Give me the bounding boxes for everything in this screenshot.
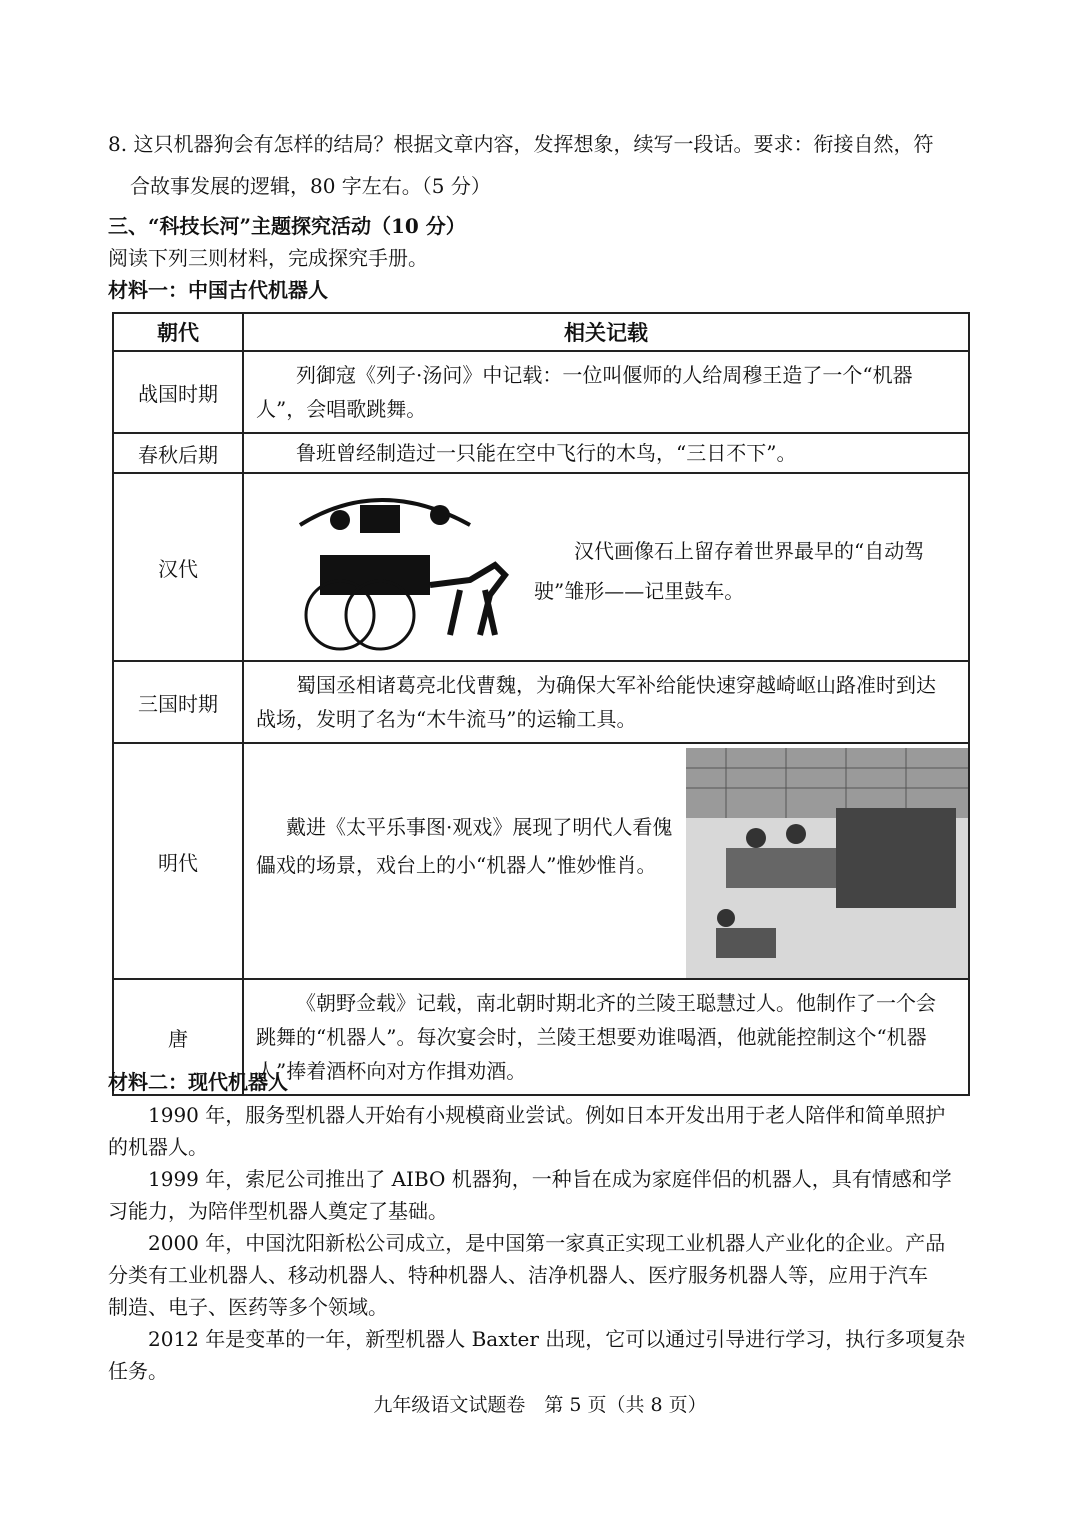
material-2-paragraph: 任务。 xyxy=(108,1359,168,1383)
row-record-text: 列御寇《列子·汤问》中记载：一位叫偃师的人给周穆王造了一个“机器人”，会唱歌跳舞。 xyxy=(256,363,913,421)
row-record-text: 《朝野佥载》记载，南北朝时期北齐的兰陵王聪慧过人。他制作了一个会跳舞的“机器人”。每次宴会时，兰陵王想要劝谁喝酒，他就能控制这个“机器人”捧着酒杯向对方作揖劝酒。 xyxy=(256,991,936,1083)
table-header-row xyxy=(113,313,969,351)
q8-line-2: 合故事发展的逻辑，80 字左右。（5 分） xyxy=(130,174,491,198)
ancient-robots-table xyxy=(112,312,970,1096)
row-record xyxy=(243,661,969,743)
ming-cell xyxy=(244,746,968,976)
section-instruction: 阅读下列三则材料，完成探究手册。 xyxy=(108,246,428,270)
puppet-show-painting-image xyxy=(686,748,968,978)
row-record xyxy=(243,433,969,473)
material-2-paragraph: 分类有工业机器人、移动机器人、特种机器人、洁净机器人、医疗服务机器人等，应用于汽车 xyxy=(108,1263,928,1287)
row-era: 汉代 xyxy=(113,473,243,661)
material-2-paragraph: 习能力，为陪伴型机器人奠定了基础。 xyxy=(108,1199,448,1223)
page-footer: 九年级语文试题卷 第 5 页（共 8 页） xyxy=(373,1394,707,1416)
q8-line-1: 8. 这只机器狗会有怎样的结局？根据文章内容，发挥想象，续写一段话。要求：衔接自然，符 xyxy=(108,132,934,156)
material-2-paragraph: 制造、电子、医药等多个领域。 xyxy=(108,1295,388,1319)
row-era: 明代 xyxy=(113,743,243,979)
table-row xyxy=(113,351,969,433)
row-record xyxy=(243,979,969,1095)
table-row xyxy=(113,743,969,979)
row-record xyxy=(243,473,969,661)
table-row xyxy=(113,661,969,743)
material-2-paragraph: 1990 年，服务型机器人开始有小规模商业尝试。例如日本开发出用于老人陪伴和简单照护 xyxy=(148,1103,946,1127)
material-2-paragraph: 2000 年，中国沈阳新松公司成立，是中国第一家真正实现工业机器人产业化的企业。产品 xyxy=(148,1231,946,1255)
row-record-text: 蜀国丞相诸葛亮北伐曹魏，为确保大军补给能快速穿越崎岖山路准时到达战场，发明了名为“木牛流马”的运输工具。 xyxy=(256,673,936,731)
row-era: 三国时期 xyxy=(113,661,243,743)
han-cell xyxy=(244,477,968,657)
row-record-text: 戴进《太平乐事图·观戏》展现了明代人看傀儡戏的场景，戏台上的小“机器人”惟妙惟肖。 xyxy=(256,815,673,877)
row-era: 战国时期 xyxy=(113,351,243,433)
row-record-text: 鲁班曾经制造过一只能在空中飞行的木鸟，“三日不下”。 xyxy=(296,441,797,465)
material-2-paragraph: 的机器人。 xyxy=(108,1135,208,1159)
row-record-text: 汉代画像石上留存着世界最早的“自动驾驶”雏形——记里鼓车。 xyxy=(534,539,925,603)
drum-chariot-image xyxy=(280,485,516,651)
row-record xyxy=(243,351,969,433)
material-2-title: 材料二：现代机器人 xyxy=(108,1070,288,1094)
row-era: 唐 xyxy=(113,979,243,1095)
header-era: 朝代 xyxy=(113,313,243,351)
section-title: 三、“科技长河”主题探究活动（10 分） xyxy=(108,214,466,238)
header-record: 相关记载 xyxy=(243,313,969,351)
table-row xyxy=(113,473,969,661)
table-row xyxy=(113,433,969,473)
row-record xyxy=(243,743,969,979)
material-2-paragraph: 2012 年是变革的一年，新型机器人 Baxter 出现，它可以通过引导进行学习，执行多项复杂 xyxy=(148,1327,966,1351)
row-era: 春秋后期 xyxy=(113,433,243,473)
material-1-title: 材料一：中国古代机器人 xyxy=(108,278,328,302)
material-2-paragraph: 1999 年，索尼公司推出了 AIBO 机器狗，一种旨在成为家庭伴侣的机器人，具有情感和学 xyxy=(148,1167,952,1191)
